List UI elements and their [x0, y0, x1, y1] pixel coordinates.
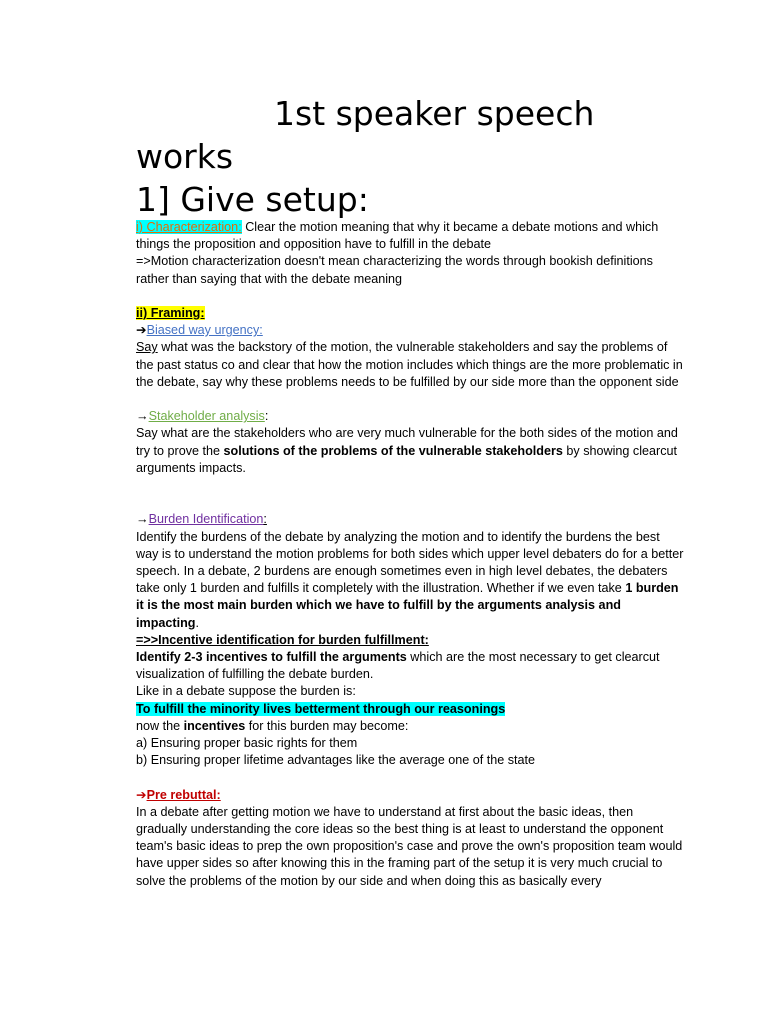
characterization-label: i) Characterization:: [136, 220, 242, 234]
framing-label: ii) Framing:: [136, 306, 205, 320]
pre-rebuttal-paragraph: In a debate after getting motion we have to understand at first about the basic ideas, then gradually understanding the core ideas so the best thing is at least to understand the opponent team's basic ideas to prep the own proposition's case and prove the own's proposition team would have upper sides so after knowing this in the framing part of the setup it is very much crucial to solve the problems of the motion by our side and when doing this as basically every: [136, 804, 683, 888]
title-line-3: 1] Give setup:: [136, 180, 369, 219]
stakeholder-bold: solutions of the problems of the vulnerable stakeholders: [223, 443, 563, 458]
incentive-paragraph: [136, 649, 684, 683]
list-item-b: b) Ensuring proper lifetime advantages like the average one of the state: [136, 753, 536, 768]
title-line-2: works: [136, 137, 234, 176]
document-body: [136, 219, 684, 890]
now-text: now the: [136, 718, 184, 733]
biased-heading: [136, 322, 684, 339]
biased-label: Biased way urgency:: [146, 323, 263, 338]
arrow-icon: →: [136, 512, 149, 527]
arrow-icon: ➔: [136, 323, 147, 338]
burden-colon: :: [263, 512, 267, 527]
stakeholder-text: Say what are the stakeholders who are very much vulnerable for the both sides of the motion and try to prove the: [136, 426, 678, 458]
burden-label: Burden Identification: [148, 512, 264, 527]
stakeholder-colon: :: [264, 409, 269, 424]
biased-text: what was the backstory of the motion, the vulnerable stakeholders and say the problems of the past status co and clear that how the motion includes which things are the more problematic in the debate, say why these problems needs to be fulfilled by our side more than the opponent side: [136, 340, 683, 389]
burden-example-line: [136, 701, 684, 718]
now-bold: incentives: [183, 718, 246, 733]
burden-text: Identify the burdens of the debate by analyzing the motion and to identify the burdens the best way is to understand the motion problems for both sides which upper level debaters do for a better speech. In a debate, 2 burdens are enough sometimes even in high level debates, the debaters take only 1 burden and fulfills it completely with the illustration. Whether if we even take: [136, 529, 684, 596]
arrow-icon: ➔: [136, 787, 147, 802]
now-text-end: for this burden may become:: [245, 718, 409, 733]
framing-heading: [136, 305, 684, 322]
biased-say: Say: [136, 340, 158, 355]
pre-rebuttal-heading: [136, 787, 684, 804]
title-line-1: 1st speaker speech: [274, 94, 595, 133]
page-title: [136, 92, 696, 221]
burden-paragraph: [136, 529, 684, 632]
biased-paragraph: [136, 339, 684, 391]
incentive-bold: Identify 2-3 incentives to fulfill the arguments: [136, 650, 407, 665]
list-item-a: a) Ensuring proper basic rights for them: [136, 736, 358, 751]
characterization-paragraph: [136, 219, 684, 253]
arrow-icon: →: [136, 409, 149, 424]
incentive-heading: =>>Incentive identification for burden fulfillment:: [136, 632, 429, 647]
burden-end: .: [195, 615, 199, 630]
incentive-text: which are the most necessary to get clearcut visualization of fulfilling the debate burden.: [136, 650, 660, 682]
stakeholder-label: Stakeholder analysis: [148, 409, 265, 424]
burden-bold: 1 burden it is the most main burden which we have to fulfill by the arguments analysis and impacting: [136, 581, 679, 630]
stakeholder-paragraph: [136, 425, 684, 477]
characterization-text: Clear the motion meaning that why it became a debate motions and which things the proposition and opposition have to fulfill in the debate: [136, 220, 659, 252]
burden-example: To fulfill the minority lives betterment through our reasonings: [136, 701, 506, 716]
burden-heading: [136, 511, 684, 528]
now-paragraph: [136, 718, 684, 735]
stakeholder-heading: [136, 408, 684, 425]
like-text: Like in a debate suppose the burden is:: [136, 684, 356, 699]
pre-rebuttal-label: Pre rebuttal:: [146, 787, 221, 802]
characterization-note: =>Motion characterization doesn't mean characterizing the words through bookish definitions rather than saying that with the debate meaning: [136, 254, 653, 286]
stakeholder-text-end: by showing clearcut arguments impacts.: [136, 443, 678, 475]
